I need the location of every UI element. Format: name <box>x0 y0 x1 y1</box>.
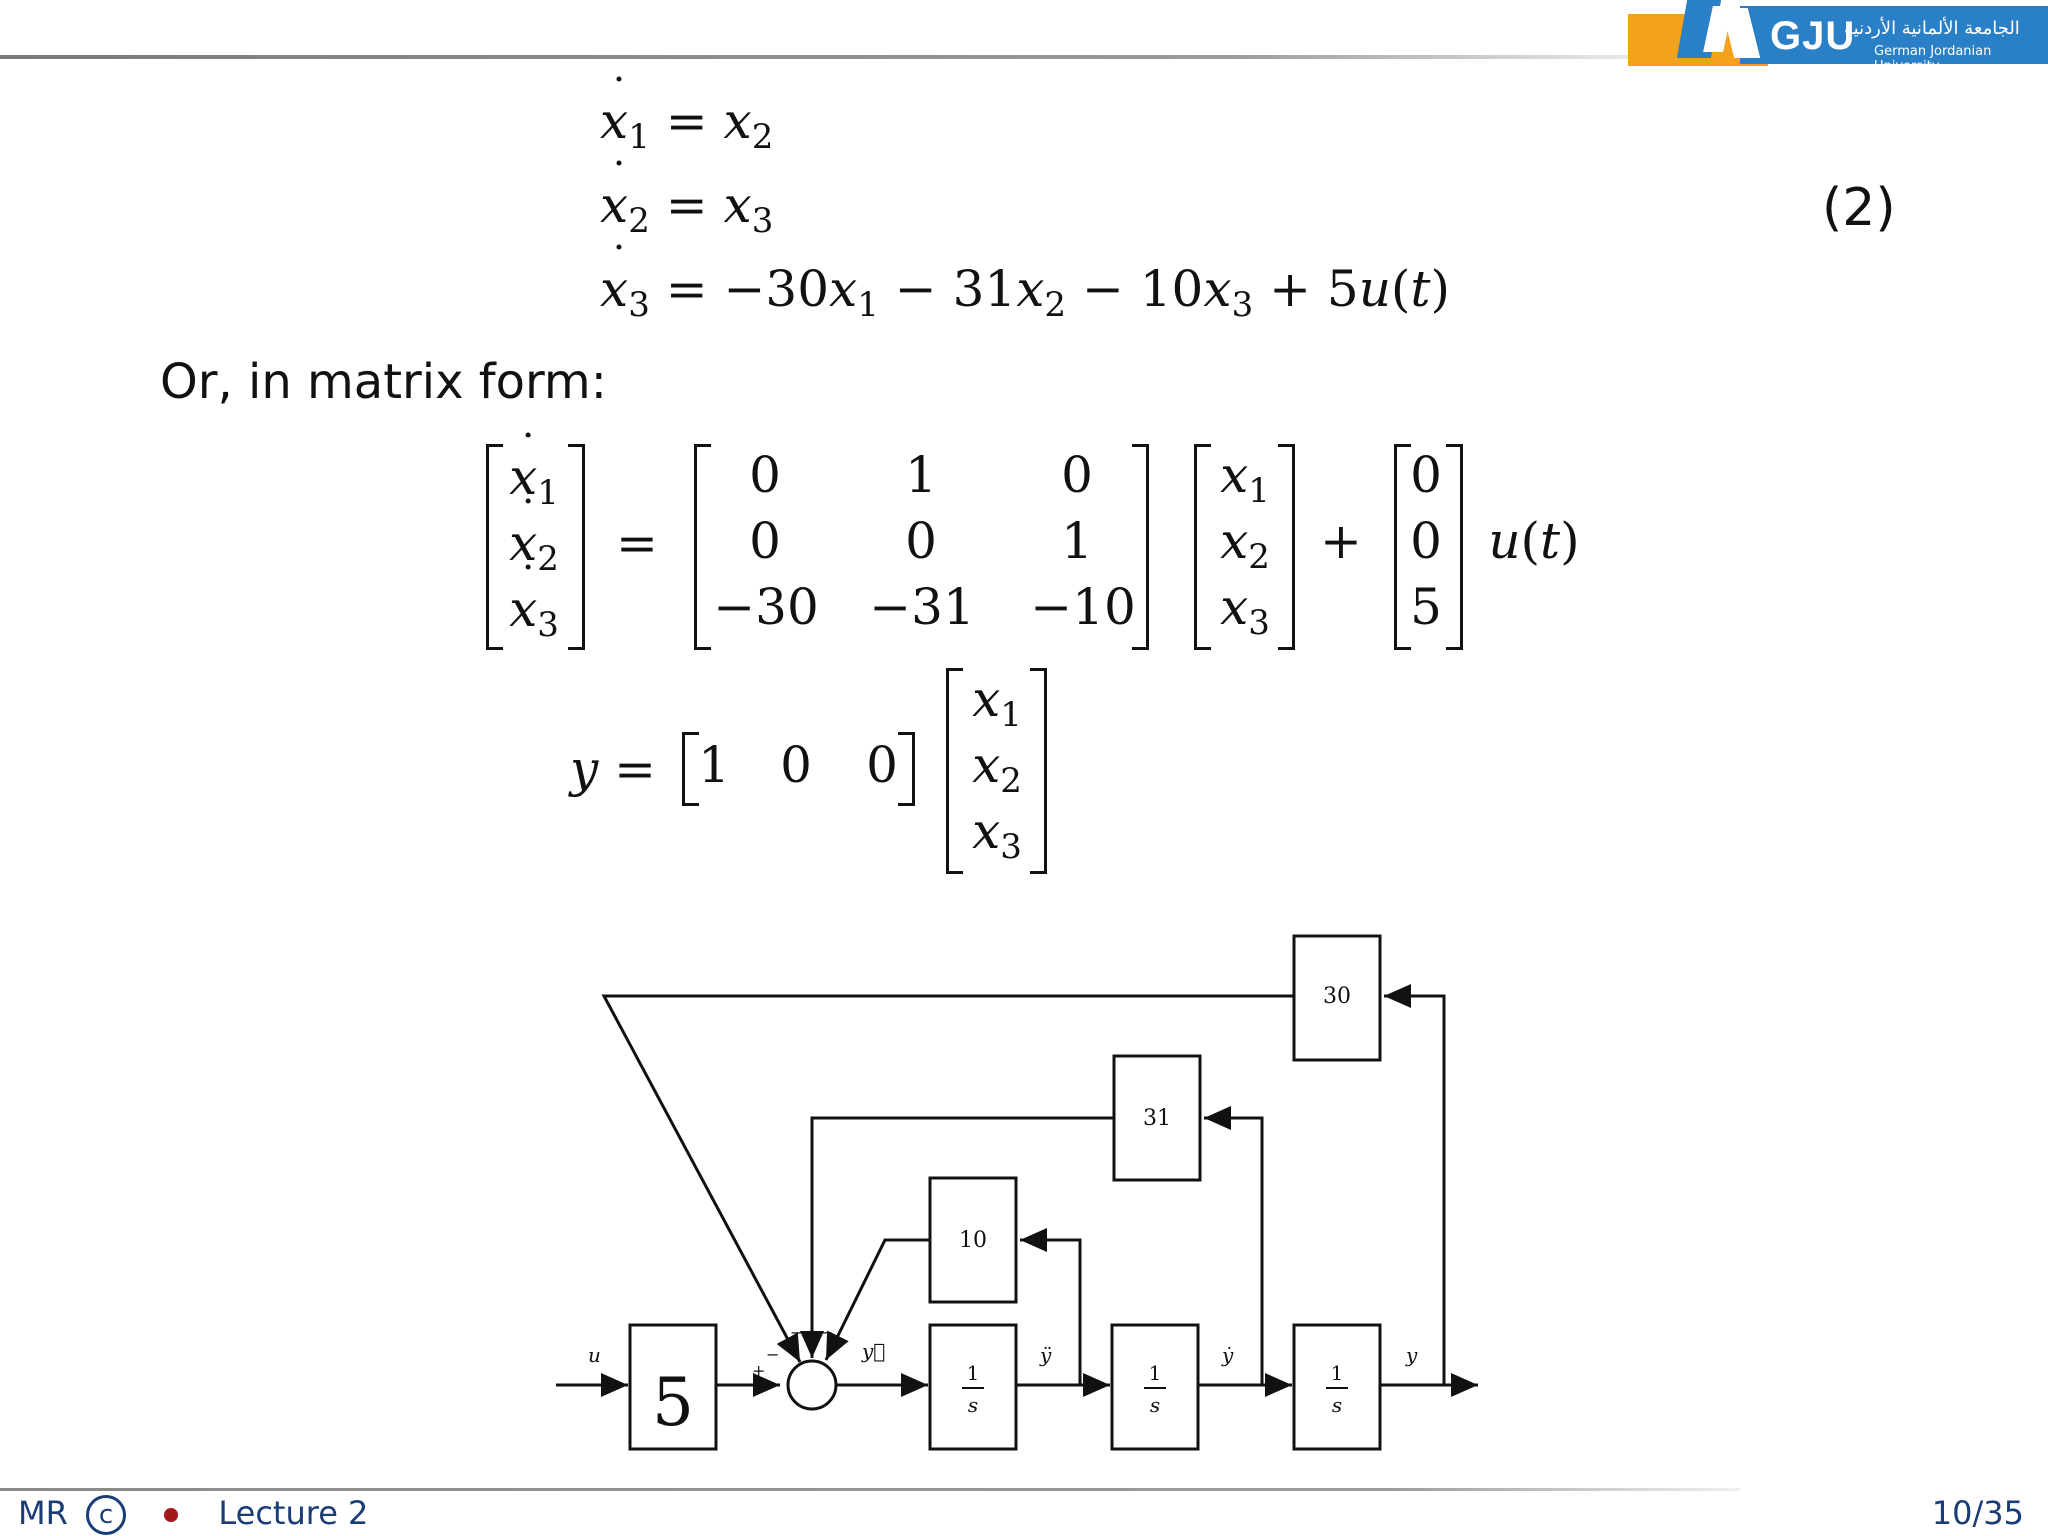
signal-label-y: y <box>1406 1343 1418 1367</box>
block-diagram <box>540 920 1520 1460</box>
vector-b-cell: 5 <box>1410 578 1442 636</box>
footer-left <box>18 1494 368 1535</box>
plus-sign: + <box>1320 512 1362 570</box>
x3: $x_3$ <box>972 802 1022 867</box>
integrator-numerator: 1 <box>1330 1361 1344 1385</box>
matrix-a-cell: −30 <box>713 578 819 636</box>
bracket-right <box>1132 444 1149 650</box>
equation-number: (2) <box>1822 178 1896 238</box>
bullet-icon <box>164 1508 178 1522</box>
integrator-numerator: 1 <box>1148 1361 1162 1385</box>
matrix-a-cell: 0 <box>749 512 781 570</box>
matrix-a-cell: 1 <box>905 446 937 504</box>
footer-page-number: 10/35 <box>1931 1494 2024 1532</box>
bracket-left <box>946 668 963 874</box>
x1: $x_1$ <box>1220 446 1270 511</box>
summing-junction <box>788 1361 836 1409</box>
xdot1: ˙ $x_1$ <box>504 448 564 513</box>
xdot3: ˙ $x_3$ <box>504 580 564 645</box>
matrix-a-cell: 0 <box>749 446 781 504</box>
matrix-a-cell: 1 <box>1061 512 1093 570</box>
bracket-right <box>568 444 585 650</box>
matrix-c-cell: 0 <box>866 736 898 794</box>
sign-minus: − <box>820 1323 834 1342</box>
signal-label-y-double-dot: ÿ <box>1040 1343 1052 1367</box>
matrix-a-cell: 0 <box>1061 446 1093 504</box>
logo-abbrev: GJU <box>1770 14 1856 58</box>
matrix-form-label: Or, in matrix form: <box>160 354 607 410</box>
output-lhs: y = <box>569 740 657 798</box>
signal-label-y-dot: ẏ <box>1222 1343 1234 1367</box>
x1: $x_1$ <box>972 670 1022 735</box>
matrix-c-cell: 0 <box>780 736 812 794</box>
x2: $x_2$ <box>1220 512 1270 577</box>
input-term: u(t) <box>1488 512 1580 570</box>
matrix-a-cell: −10 <box>1030 578 1136 636</box>
gain-30-label: 30 <box>1323 984 1351 1009</box>
bracket-right <box>1446 444 1463 650</box>
university-logo <box>1628 0 2048 74</box>
header-rule <box>0 55 1630 59</box>
logo-english-name: German Jordanian University <box>1874 44 1992 74</box>
bracket-right <box>1278 444 1295 650</box>
matrix-a-cell: 0 <box>905 512 937 570</box>
gain-10-label: 10 <box>959 1228 987 1253</box>
integrator-denominator: s <box>1331 1393 1343 1417</box>
x3: $x_3$ <box>1220 578 1270 643</box>
equation-1: ˙ $x_1 = x_2$ <box>600 92 773 157</box>
sign-minus: − <box>790 1323 804 1342</box>
signal-label-y-triple-dot: y⃛ <box>862 1339 886 1363</box>
footer-lecture: Lecture 2 <box>218 1494 369 1532</box>
sign-minus: − <box>766 1345 780 1364</box>
footer-rule <box>0 1488 1740 1491</box>
vector-b-cell: 0 <box>1410 446 1442 504</box>
input-gain-label: 5 <box>652 1364 694 1441</box>
bracket-right <box>1030 668 1047 874</box>
signal-label-u: u <box>588 1343 601 1367</box>
xdot2: ˙ $x_2$ <box>504 514 564 579</box>
bracket-left <box>486 444 503 650</box>
integrator-denominator: s <box>1149 1393 1161 1417</box>
equation-2: ˙ $x_2 = x_3$ <box>600 176 773 241</box>
copyright-icon: c <box>86 1495 126 1535</box>
x2: $x_2$ <box>972 736 1022 801</box>
equals-sign: = <box>616 514 658 572</box>
matrix-a-cell: −31 <box>869 578 975 636</box>
footer-author: MR <box>18 1494 68 1532</box>
equation-3: ˙ $x_3 = -30x_1 - 31x_2 - 10x_3 + 5u(t)$ <box>600 260 1450 325</box>
integrator-numerator: 1 <box>966 1361 980 1385</box>
vector-b-cell: 0 <box>1410 512 1442 570</box>
integrator-denominator: s <box>967 1393 979 1417</box>
sign-plus: + <box>752 1361 766 1380</box>
matrix-c-cell: 1 <box>698 736 730 794</box>
bracket-right <box>898 732 915 806</box>
logo-arabic-name: الجامعة الألمانية الأردنية <box>1844 18 2020 39</box>
bracket-left <box>1194 444 1211 650</box>
signal-line <box>1384 996 1444 1385</box>
gain-31-label: 31 <box>1143 1106 1171 1131</box>
